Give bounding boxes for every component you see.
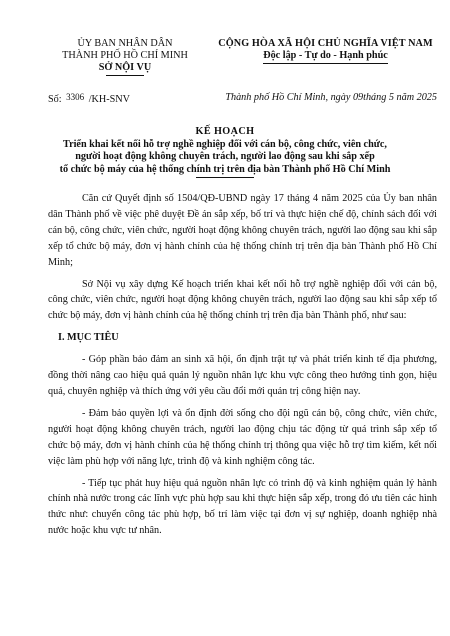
document-body [48, 191, 437, 545]
objective-item-3: - Tiếp tục phát huy hiệu quả nguồn nhân lực có trình độ và kinh nghiệm quản lý hành chính nhà nước trong các lĩnh vực phù hợp sau khi thực hiện sắp xếp, trong đó ưu tiên các hình thức như: chuyển công tác phù hợp, bố trí làm việc tại đơn vị sự nghiệp, doanh nghiệp nhà nước hoặc khu vực tư nhân. [48, 477, 437, 537]
national-title: CỘNG HÒA XÃ HỘI CHỦ NGHĨA VIỆT NAM [218, 38, 433, 49]
paragraph-introduction: Sở Nội vụ xây dựng Kế hoạch triển khai kết nối hỗ trợ nghề nghiệp đối với cán bộ, công chức, viên chức, người hoạt động không chuyên trách, người lao động sau khi sắp xếp tổ chức bộ máy, đơn vị hành chính của hệ thống chính trị trên địa bàn Thành phố, như sau: [48, 278, 437, 322]
subtitle-line-2: người hoạt động không chuyên trách, người lao động sau khi sắp xếp [75, 151, 375, 163]
title-divider [196, 177, 254, 178]
document-subtitle [26, 139, 424, 176]
objective-item-1: - Góp phần bảo đảm an sinh xã hội, ổn định trật tự và phát triển kinh tế địa phương, đồng thời nâng cao hiệu quả quản lý nguồn nhân lực khu vực công theo hướng tinh gọn, hiệu quả, chuyên nghiệp và thích ứng với yêu cầu đổi mới quản trị công hiện nay. [48, 354, 437, 397]
agency-name: SỞ NỘI VỤ [98, 62, 152, 73]
subtitle-line-3: tổ chức bộ máy của hệ thống chính trị trên địa bàn Thành phố Hồ Chí Minh [59, 163, 391, 175]
document-number [48, 92, 130, 105]
objective-item-2: - Đảm bảo quyền lợi và ổn định đời sống cho đội ngũ cán bộ, công chức, viên chức, người hoạt động không chuyên trách, người lao động chịu tác động từ quá trình sắp xếp tổ chức bộ máy, đơn vị hành chính của hệ thống chính trị thông qua việc hỗ trợ tìm kiếm, kết nối việc làm phù hợp với năng lực, trình độ và kinh nghiệm công tác. [48, 407, 437, 467]
document-title: KẾ HOẠCH [195, 126, 255, 137]
subtitle-line-1: Triển khai kết nối hỗ trợ nghề nghiệp đối với cán bộ, công chức, viên chức, [63, 139, 387, 150]
section-heading-objectives: I. MỤC TIÊU [58, 332, 119, 344]
national-header [218, 38, 433, 64]
doc-number-value: 3306 [66, 92, 85, 102]
doc-number-suffix: /KH-SNV [88, 94, 131, 105]
agency-line-1: ỦY BAN NHÂN DÂN [77, 38, 173, 49]
agency-underline [106, 75, 144, 76]
place-and-date: Thành phố Hồ Chí Minh, ngày 09tháng 5 năm 2025 [225, 92, 437, 103]
agency-line-2: THÀNH PHỐ HỒ CHÍ MINH [62, 50, 188, 61]
national-motto: Độc lập - Tự do - Hạnh phúc [263, 50, 388, 64]
paragraph-legal-basis: Căn cứ Quyết định số 1504/QĐ-UBND ngày 17 tháng 4 năm 2025 của Ủy ban nhân dân Thành phố về việc phê duyệt Đề án sắp xếp, bố trí và thực hiện chế độ, chính sách đối với cán bộ, công chức, viên chức, người hoạt động không chuyên trách, người lao động sau khi sắp xếp tổ chức bộ máy, đơn vị hành chính của hệ thống chính trị trên địa bàn Thành phố Hồ Chí Minh; [48, 193, 437, 268]
doc-number-prefix: Số: [48, 94, 62, 105]
agency-header [42, 38, 208, 76]
